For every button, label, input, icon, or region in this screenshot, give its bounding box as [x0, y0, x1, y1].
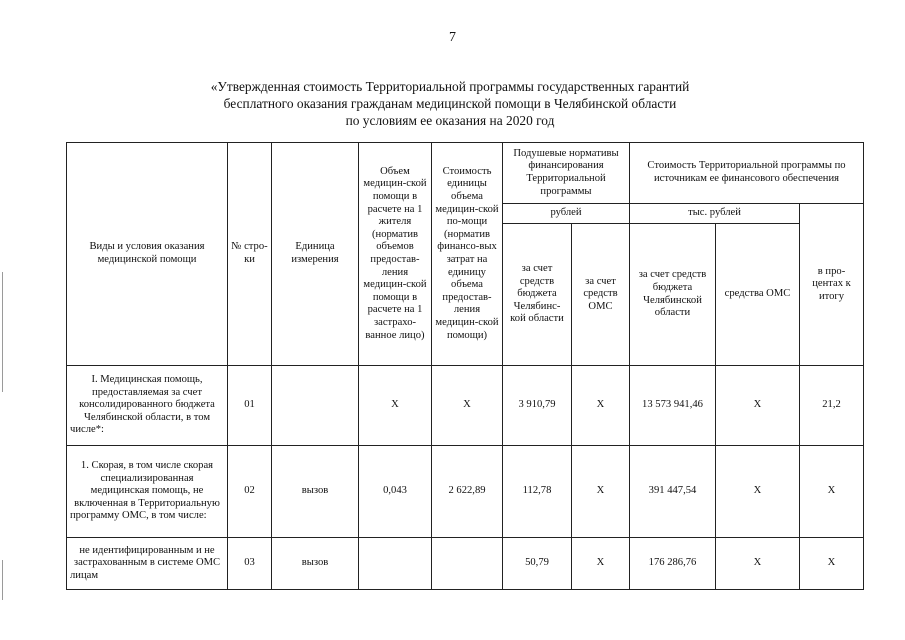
title-line-1: «Утвержденная стоимость Территориальной программы государственных гарантий	[210, 79, 690, 94]
row-cost-budget: 176 286,76	[630, 538, 716, 590]
row-unit	[272, 366, 359, 446]
row-percent: 21,2	[800, 366, 864, 446]
row-label: не идентифицированным и не застрахованным в системе ОМС лицам	[67, 538, 228, 590]
row-percent: Х	[800, 446, 864, 538]
row-pc-budget: 3 910,79	[503, 366, 572, 446]
header-unit-cost: Стоимость единицы объема медицин-ской по-мощи (норматив финансо-вых затрат на единицу объема предостав-ления медицин-ской помощи)	[432, 143, 503, 366]
row-unit-cost	[432, 538, 503, 590]
header-volume: Объем медицин-ской помощи в расчете на 1 жителя (норматив объемов предостав-ления медицин-ской помощи в расчете на 1 застрахо-ванное лицо)	[359, 143, 432, 366]
row-percent: Х	[800, 538, 864, 590]
header-percent: в про-центах к итогу	[800, 204, 864, 366]
header-cost-group: Стоимость Территориальной программы по источникам ее финансового обеспечения	[630, 143, 864, 204]
row-pc-oms: Х	[572, 446, 630, 538]
header-types: Виды и условия оказания медицинской помощи	[67, 143, 228, 366]
header-unit: Единица измерения	[272, 143, 359, 366]
row-label: 1. Скорая, в том числе скорая специализированная медицинская помощь, не включенная в Территориальную программу ОМС, в том числе:	[67, 446, 228, 538]
scan-margin-mark	[2, 272, 3, 392]
header-cost-budget: за счет средств бюджета Челябинской области	[630, 224, 716, 366]
row-unit: вызов	[272, 538, 359, 590]
row-pc-oms: Х	[572, 538, 630, 590]
row-cost-oms: Х	[716, 538, 800, 590]
row-pc-budget: 50,79	[503, 538, 572, 590]
table-row	[67, 538, 864, 590]
page-number: 7	[449, 30, 456, 45]
cost-table	[66, 142, 864, 590]
row-volume: 0,043	[359, 446, 432, 538]
header-pc-oms: за счет средств ОМС	[572, 224, 630, 366]
row-unit-cost: Х	[432, 366, 503, 446]
row-unit: вызов	[272, 446, 359, 538]
row-number: 02	[228, 446, 272, 538]
row-volume: Х	[359, 366, 432, 446]
header-thous-rub: тыс. рублей	[630, 204, 800, 224]
title-line-3: по условиям ее оказания на 2020 год	[345, 113, 555, 128]
header-per-capita-group: Подушевые нормативы финансирования Территориальной программы	[503, 143, 630, 204]
row-volume	[359, 538, 432, 590]
row-pc-oms: Х	[572, 366, 630, 446]
document-title	[150, 78, 750, 129]
title-line-2: бесплатного оказания гражданам медицинской помощи в Челябинской области	[223, 96, 677, 111]
row-pc-budget: 112,78	[503, 446, 572, 538]
header-pc-budget: за счет средств бюджета Челябинс-кой области	[503, 224, 572, 366]
row-cost-budget: 391 447,54	[630, 446, 716, 538]
row-label: I. Медицинская помощь, предоставляемая за счет консолидированного бюджета Челябинской области, в том числе*:	[67, 366, 228, 446]
row-number: 03	[228, 538, 272, 590]
header-row-number: № стро-ки	[228, 143, 272, 366]
scan-margin-mark	[2, 560, 3, 600]
row-number: 01	[228, 366, 272, 446]
table-row	[67, 366, 864, 446]
header-rub: рублей	[503, 204, 630, 224]
row-unit-cost: 2 622,89	[432, 446, 503, 538]
row-cost-budget: 13 573 941,46	[630, 366, 716, 446]
row-cost-oms: Х	[716, 366, 800, 446]
table-row	[67, 446, 864, 538]
row-cost-oms: Х	[716, 446, 800, 538]
header-cost-oms: средства ОМС	[716, 224, 800, 366]
